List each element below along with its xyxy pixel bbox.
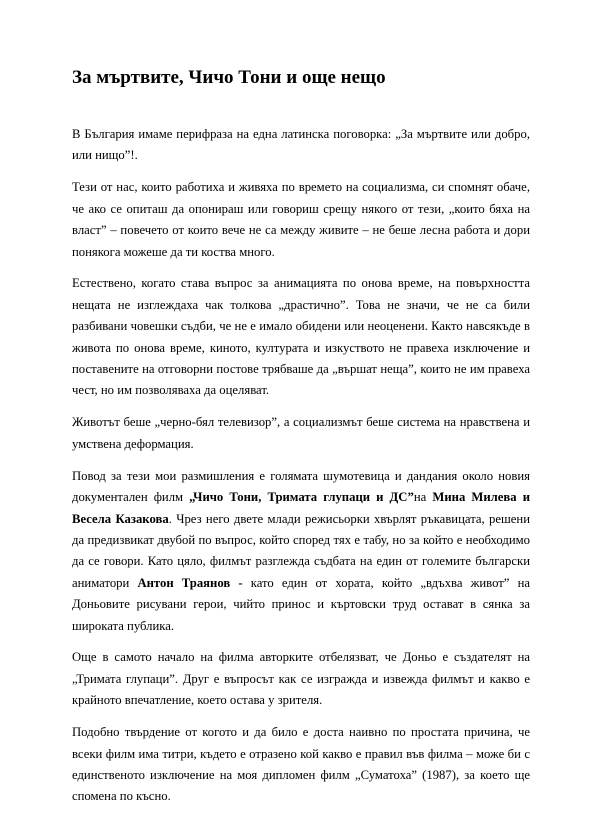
- paragraph-text: Повод за тези мои размишления е голямата шумотевица и дандания около новия документален филм: [72, 468, 530, 505]
- paragraph-1: [72, 124, 530, 167]
- paragraph-4: [72, 412, 530, 455]
- paragraph-5: [72, 466, 530, 637]
- paragraph-text: Тези от нас, които работиха и живяха по времето на социализма, си спомнят обаче, че ако се опиташ да опонираш или говориш срещу някого от тези, „които бяха на власт” – повечето от които вече не са между живите – не беше лесна работа и дори понякога можеше да ти коства много.: [72, 180, 530, 259]
- paragraph-text: Естествено, когато става въпрос за анимацията по онова време, на повърхността нещата не изглеждаха чак толкова „драстично”. Това не значи, че не са били разбивани човешки съдби, че не е имало обидени или неоценени. Както навсякъде в живота по онова време, киното, културата и изкуството не правеха изключение и поставените на отговорни постове трябваше да „вършат неща”, които не им правеха чест, но им позволяваха да оцеляват.: [72, 276, 530, 398]
- paragraph-text: като един от хората, който „вдъхва живот” на Доньовите рисувани герои, чийто принос и къртовски труд остават в сянка за широката публика.: [72, 575, 531, 633]
- paragraph-7: [72, 722, 530, 808]
- paragraph-text: Животът беше „черно-бял телевизор”, а социализмът беше система на нравствена и умствена деформация.: [72, 415, 530, 451]
- document-body: [72, 124, 530, 818]
- page-title: За мъртвите, Чичо Тони и още нещо: [72, 67, 386, 88]
- paragraph-3: [72, 273, 530, 401]
- paragraph-text: на: [413, 490, 433, 505]
- animator-name: Антон Траянов -: [137, 575, 243, 590]
- paragraph-text: Подобно твърдение от когото и да било е доста наивно по простата причина, че всеки филм има титри, където е отразено кой какво е правил във филма – може би с единственото изключение на моя дипломен филм „Суматоха” (1987), за което ще спомена по късно.: [72, 725, 530, 804]
- paragraph-6: [72, 647, 530, 711]
- paragraph-text: В България имаме перифраза на една латинска поговорка: „За мъртвите или добро, или нищо”!.: [72, 127, 530, 163]
- film-title: „Чичо Тони, Тримата глупаци и ДС”: [189, 490, 414, 505]
- directors-names: Мина Милева и Весела Казакова: [72, 490, 531, 526]
- paragraph-text: Още в самото начало на филма авторките отбелязват, че Доньо е създателят на „Тримата глупаци”. Друг е въпросът как се изгражда и извежда филмът и какво е крайното впечатление, което остава у зрителя.: [72, 650, 530, 708]
- paragraph-2: [72, 177, 530, 263]
- paragraph-text: . Чрез него двете млади режисьорки хвърлят ръкавицата, решени да предизвикат двубой по въпрос, който според тях е табу, но за който е необходимо да се говори. Като цяло, филмът разглежда съдбата на един от големите български аниматори: [72, 511, 530, 590]
